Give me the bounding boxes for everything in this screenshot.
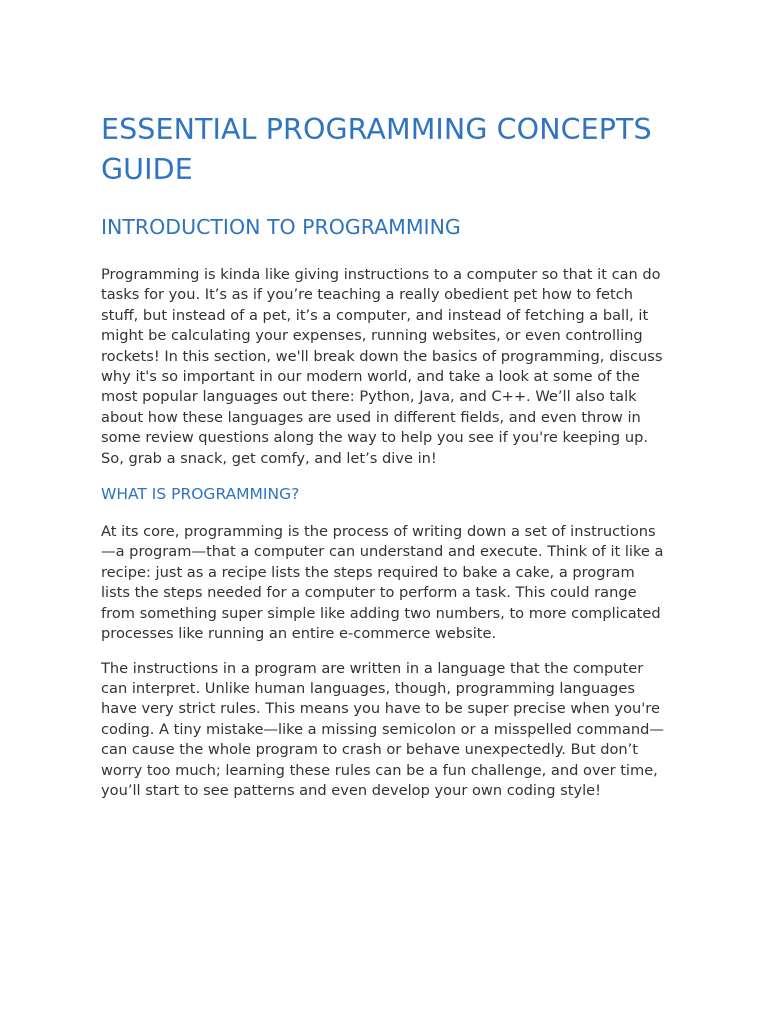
section-heading-what-is-programming: WHAT IS PROGRAMMING? (101, 485, 300, 504)
what-is-programming-paragraph-1: At its core, programming is the process of writing down a set of instructions—a program—that a computer can understand and execute. Think of it like a recipe: just as a recipe lists the steps required to bake a cake, a program lists the steps needed for a computer to perform a task. This could range from something super simple like adding two numbers, to more complicated processes like running an entire e-commerce website. (101, 523, 664, 643)
what-is-programming-paragraph-2: The instructions in a program are written in a language that the computer can interpret. Unlike human languages, though, programming languages have very strict rules. This means you have to be super precise when you're coding. A tiny mistake—like a missing semicolon or a misspelled command—can cause the whole program to crash or behave unexpectedly. But don’t worry too much; learning these rules can be a fun challenge, and over time, you’ll start to see patterns and even develop your own coding style! (101, 659, 664, 799)
introduction-paragraph: Programming is kinda like giving instructions to a computer so that it can do tasks for you. It’s as if you’re teaching a really obedient pet how to fetch stuff, but instead of a pet, it’s a computer, and instead of fetching a ball, it might be calculating your expenses, running websites, or even controlling rockets! In this section, we'll break down the basics of programming, discuss why it's so important in our modern world, and take a look at some of the most popular languages out there: Python, Java, and C++. We’ll also talk about how these languages are used in different fields, and even throw in some review questions along the way to help you see if you're keeping up. So, grab a snack, get comfy, and let’s dive in! (101, 266, 663, 467)
section-heading-introduction: INTRODUCTION TO PROGRAMMING (101, 215, 461, 239)
document-title: ESSENTIAL PROGRAMMING CONCEPTS GUIDE (101, 113, 652, 186)
